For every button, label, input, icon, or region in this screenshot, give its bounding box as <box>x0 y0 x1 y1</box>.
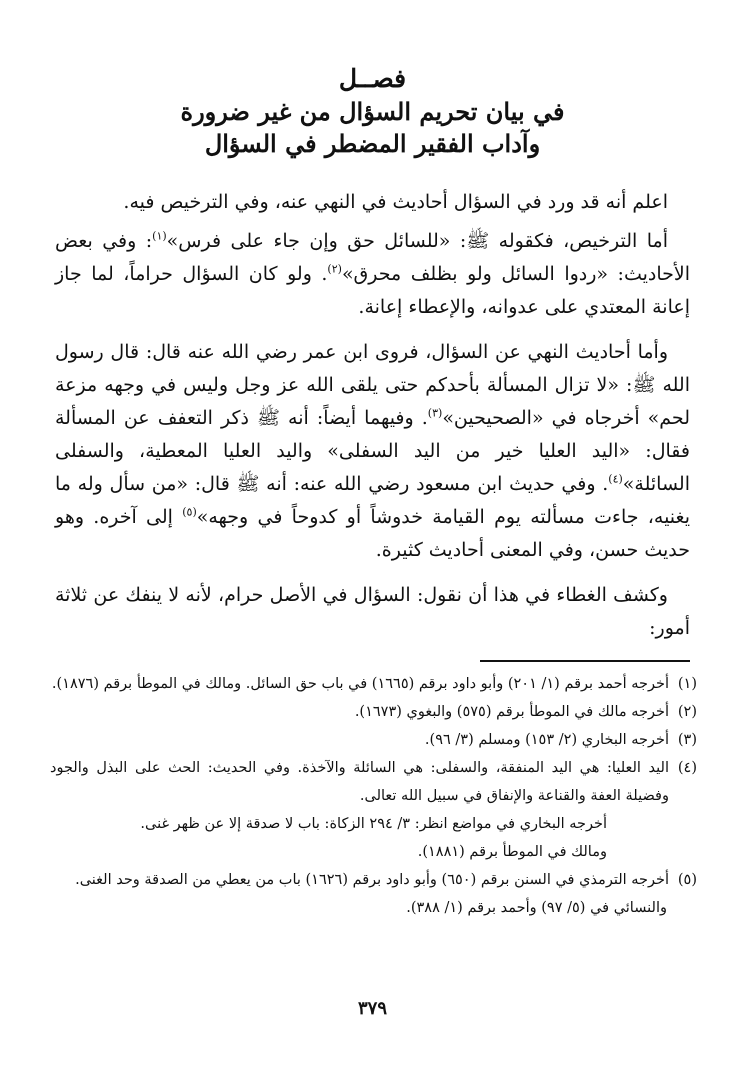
footnotes <box>50 670 697 922</box>
heading-subtitle-2: وآداب الفقير المضطر في السؤال <box>204 129 541 158</box>
chapter-heading <box>60 62 685 160</box>
footnote-ref: (٤) <box>608 472 623 486</box>
page-number: ٣٧٩ <box>357 998 387 1019</box>
paragraph-2: أما الترخيص، فكقوله ﷺ: «للسائل حق وإن جاء على فرس»$^{(١)}$: وفي بعض الأحاديث: «ردوا السائل ولو بظلف محرق»$^{(٢)}$. ولو كان السؤال حراماً، لما جاز إعانة المعتدي على عدوانه، والإعطاء إعانة. <box>55 229 691 318</box>
footnote-ref: (٣) <box>427 406 443 420</box>
body-text <box>55 186 690 657</box>
footnote-ref: (٢) <box>327 262 342 276</box>
footnote-4-continuation: أخرجه البخاري في مواضع انظر: ٣/ ٢٩٤ الزكاة: باب لا صدقة إلا عن ظهر غنى. ومالك في الموطأ برقم (١٨٨١). <box>140 816 607 860</box>
paragraph-3: وأما أحاديث النهي عن السؤال، فروى ابن عمر رضي الله عنه قال: قال رسول الله ﷺ: «لا تزال المسألة بأحدكم حتى يلقى الله عز وجل وليس في وجهه مزعة لحم» أخرجاه في «الصحيحين»$^{(٣)}$. وفيهما أيضاً: أنه ﷺ ذكر التعفف عن المسألة فقال: «اليد العليا خير من اليد السفلى» واليد العليا المعطية، والسفلى السائلة»$^{(٤)}$. وفي حديث ابن مسعود رضي الله عنه: أنه ﷺ قال: «من سأل وله ما يغنيه، جاءت مسألته يوم القيامة خدوشاً أو كدوحاً في وجهه»$^{(٥)}$ إلى آخره. وهو حديث حسن، وفي المعنى أحاديث كثيرة. <box>55 341 690 561</box>
footnote-ref: (١) <box>152 229 167 243</box>
footnote-1: (١) أخرجه أحمد برقم (١/ ٢٠١) وأبو داود برقم (١٦٦٥) في باب حق السائل. ومالك في الموطأ برقم (١٨٧٦). <box>51 676 697 692</box>
footnote-2: (٢) أخرجه مالك في الموطأ برقم (٥٧٥) والبغوي (١٦٧٣). <box>354 704 697 720</box>
footnote-ref: (٥) <box>182 505 197 519</box>
paragraph-4: وكشف الغطاء في هذا أن نقول: السؤال في الأصل حرام، لأنه لا ينفك عن ثلاثة أمور: <box>55 584 690 639</box>
footnote-divider <box>480 660 690 662</box>
heading-title: فصــل <box>338 64 407 93</box>
footnote-3: (٣) أخرجه البخاري (٢/ ١٥٣) ومسلم (٣/ ٩٦). <box>424 732 697 748</box>
footnote-5-continuation: والنسائي في (٥/ ٩٧) وأحمد برقم (١/ ٣٨٨). <box>406 900 667 916</box>
footnote-5: (٥) أخرجه الترمذي في السنن برقم (٦٥٠) وأبو داود برقم (١٦٢٦) باب من يعطي من الصدقة وحد الغنى. <box>75 872 697 888</box>
paragraph-1: اعلم أنه قد ورد في السؤال أحاديث في النهي عنه، وفي الترخيص فيه. <box>123 191 668 213</box>
footnote-4: (٤) اليد العليا: هي اليد المنفقة، والسفلى: هي السائلة والآخذة. وفي الحديث: الحث على البذل والجود وفضيلة العفة والقناعة والإنفاق في سبيل الله تعالى. <box>50 760 697 804</box>
heading-subtitle-1: في بيان تحريم السؤال من غير ضرورة <box>180 97 565 126</box>
